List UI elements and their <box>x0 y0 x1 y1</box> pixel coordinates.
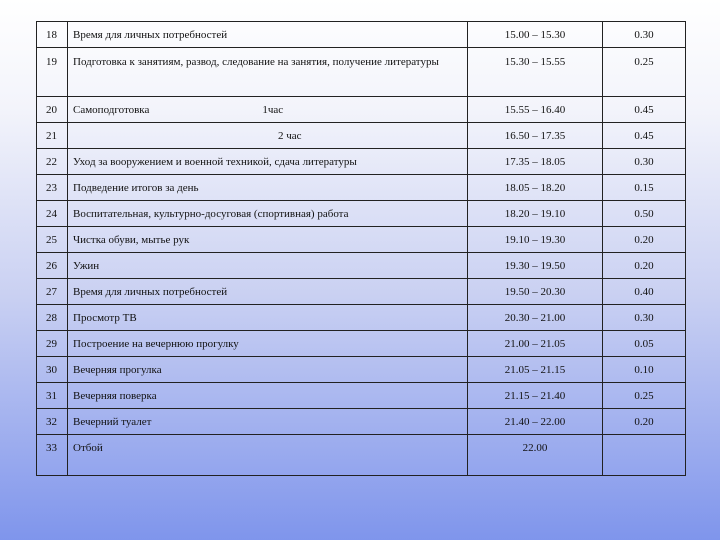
table-row <box>37 331 686 357</box>
activity-cell: Ужин <box>68 253 468 279</box>
table-row <box>37 48 686 97</box>
activity-cell: Вечерняя прогулка <box>68 357 468 383</box>
duration-cell: 0.05 <box>603 331 686 357</box>
duration-cell: 0.45 <box>603 123 686 149</box>
activity-cell: Построение на вечернюю прогулку <box>68 331 468 357</box>
duration-cell: 0.30 <box>603 22 686 48</box>
row-number: 30 <box>37 357 68 383</box>
duration-cell: 0.20 <box>603 227 686 253</box>
hour-label: 1час <box>262 103 284 116</box>
row-number: 23 <box>37 175 68 201</box>
table-row <box>37 201 686 227</box>
table-row <box>37 227 686 253</box>
time-range-cell: 18.20 – 19.10 <box>468 201 603 227</box>
activity-cell: Время для личных потребностей <box>68 22 468 48</box>
duration-cell: 0.40 <box>603 279 686 305</box>
time-range-cell: 21.05 – 21.15 <box>468 357 603 383</box>
duration-cell: 0.45 <box>603 97 686 123</box>
duration-cell: 0.20 <box>603 409 686 435</box>
time-range-cell: 15.00 – 15.30 <box>468 22 603 48</box>
time-range-cell: 19.30 – 19.50 <box>468 253 603 279</box>
activity-cell <box>68 97 468 123</box>
schedule-table <box>36 21 686 476</box>
activity-cell <box>68 123 468 149</box>
time-range-cell: 19.50 – 20.30 <box>468 279 603 305</box>
duration-cell: 0.50 <box>603 201 686 227</box>
activity-cell: Воспитательная, культурно-досуговая (спортивная) работа <box>68 201 468 227</box>
time-range-cell: 19.10 – 19.30 <box>468 227 603 253</box>
time-range-cell: 21.15 – 21.40 <box>468 383 603 409</box>
time-range-cell: 17.35 – 18.05 <box>468 149 603 175</box>
row-number: 19 <box>37 48 68 97</box>
time-range-cell: 21.40 – 22.00 <box>468 409 603 435</box>
table-row <box>37 97 686 123</box>
row-number: 28 <box>37 305 68 331</box>
time-range-cell: 15.30 – 15.55 <box>468 48 603 97</box>
duration-cell <box>603 435 686 476</box>
table-row <box>37 175 686 201</box>
table-row <box>37 22 686 48</box>
duration-cell: 0.30 <box>603 149 686 175</box>
activity-cell: Вечерняя поверка <box>68 383 468 409</box>
time-range-cell: 21.00 – 21.05 <box>468 331 603 357</box>
table-row <box>37 435 686 476</box>
row-number: 27 <box>37 279 68 305</box>
activity-cell: Просмотр ТВ <box>68 305 468 331</box>
time-range-cell: 22.00 <box>468 435 603 476</box>
duration-cell: 0.15 <box>603 175 686 201</box>
duration-cell: 0.20 <box>603 253 686 279</box>
duration-cell: 0.25 <box>603 383 686 409</box>
duration-cell: 0.10 <box>603 357 686 383</box>
activity-cell: Отбой <box>68 435 468 476</box>
activity-cell: Подготовка к занятиям, развод, следование на занятия, получение литературы <box>68 48 468 97</box>
table-row <box>37 253 686 279</box>
time-range-cell: 15.55 – 16.40 <box>468 97 603 123</box>
table-row <box>37 149 686 175</box>
table-row <box>37 383 686 409</box>
row-number: 26 <box>37 253 68 279</box>
row-number: 21 <box>37 123 68 149</box>
activity-cell: Уход за вооружением и военной техникой, сдача литературы <box>68 149 468 175</box>
row-number: 33 <box>37 435 68 476</box>
row-number: 20 <box>37 97 68 123</box>
activity-cell: Вечерний туалет <box>68 409 468 435</box>
row-number: 18 <box>37 22 68 48</box>
hour-label: 2 час <box>278 129 302 142</box>
activity-label: Самоподготовка <box>73 103 150 116</box>
table-row <box>37 409 686 435</box>
table-row <box>37 123 686 149</box>
table-row <box>37 357 686 383</box>
time-range-cell: 18.05 – 18.20 <box>468 175 603 201</box>
table-row <box>37 305 686 331</box>
row-number: 22 <box>37 149 68 175</box>
activity-cell: Подведение итогов за день <box>68 175 468 201</box>
activity-cell: Чистка обуви, мытье рук <box>68 227 468 253</box>
row-number: 25 <box>37 227 68 253</box>
row-number: 29 <box>37 331 68 357</box>
row-number: 32 <box>37 409 68 435</box>
row-number: 24 <box>37 201 68 227</box>
activity-cell: Время для личных потребностей <box>68 279 468 305</box>
duration-cell: 0.25 <box>603 48 686 97</box>
time-range-cell: 16.50 – 17.35 <box>468 123 603 149</box>
time-range-cell: 20.30 – 21.00 <box>468 305 603 331</box>
duration-cell: 0.30 <box>603 305 686 331</box>
table-row <box>37 279 686 305</box>
row-number: 31 <box>37 383 68 409</box>
